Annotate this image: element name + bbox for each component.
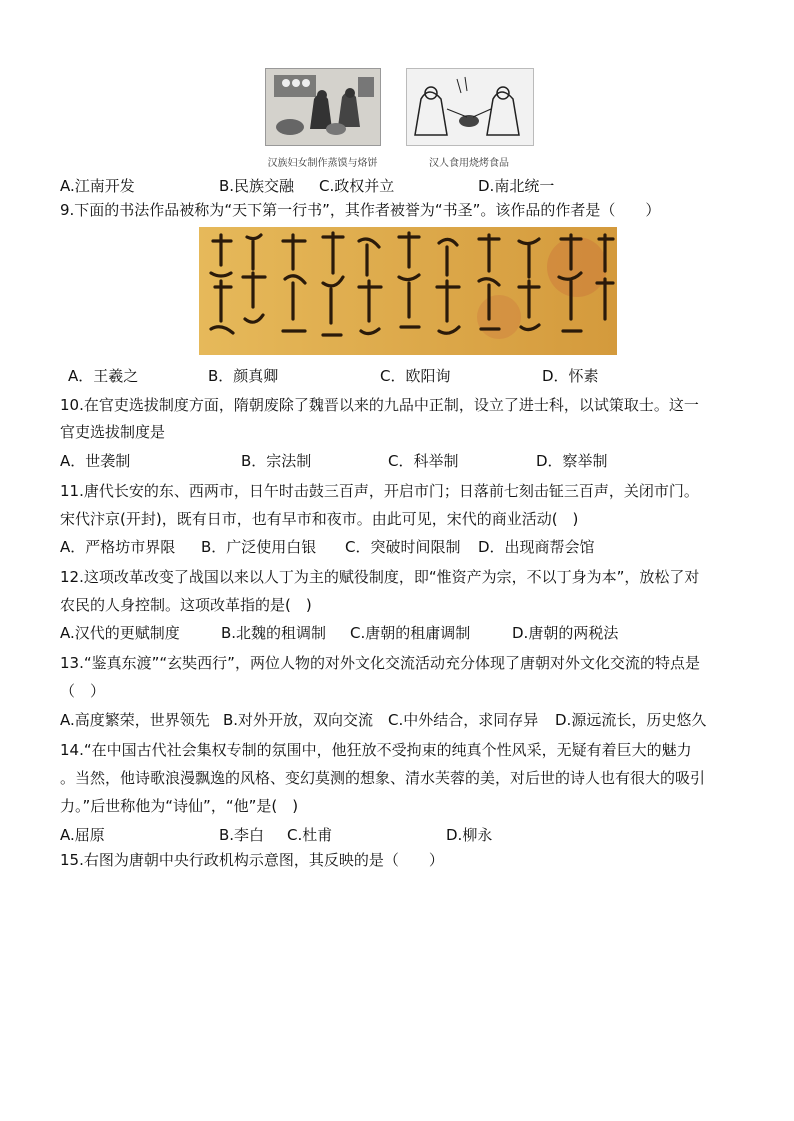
q8-option-c[interactable]: C.政权并立 <box>319 177 395 195</box>
calligraphy-scroll-image <box>199 227 617 355</box>
han-women-illustration <box>266 69 380 145</box>
han-women-image <box>265 68 381 146</box>
q14-option-c[interactable]: C.杜甫 <box>287 826 333 844</box>
calligraphy-image <box>199 227 617 355</box>
q13-option-a[interactable]: A.高度繁荣，世界领先 <box>60 711 210 729</box>
q14-option-b[interactable]: B.李白 <box>219 826 265 844</box>
han-roast-caption: 汉人食用烧烤食品 <box>429 158 509 169</box>
q9-option-c[interactable]: C．欧阳询 <box>380 367 451 385</box>
han-women-caption: 汉族妇女制作蒸馍与烙饼 <box>267 158 378 169</box>
q9-option-b[interactable]: B．颜真卿 <box>208 367 279 385</box>
q12-option-c[interactable]: C.唐朝的租庸调制 <box>350 624 471 642</box>
q11-option-b[interactable]: B．广泛使用白银 <box>201 538 317 556</box>
q10-option-a[interactable]: A．世袭制 <box>60 452 131 470</box>
q10-text-line2: 官吏选拔制度是 <box>60 423 166 441</box>
q14-text-line3: 力。”后世称他为“诗仙”，“他”是( ) <box>60 797 299 815</box>
q11-option-a[interactable]: A．严格坊市界限 <box>60 538 176 556</box>
q9-option-a[interactable]: A．王羲之 <box>68 367 139 385</box>
q14-option-d[interactable]: D.柳永 <box>446 826 493 844</box>
q10-option-d[interactable]: D．察举制 <box>536 452 608 470</box>
q12-text-line1: 12.这项改革改变了战国以来以人丁为主的赋役制度，即“惟资产为宗，不以丁身为本”，放松了对 <box>60 568 700 586</box>
q11-option-d[interactable]: D．出现商帮会馆 <box>478 538 595 556</box>
q12-text-line2: 农民的人身控制。这项改革指的是( ) <box>60 596 312 614</box>
q14-text-line2: 。当然，他诗歌浪漫飘逸的风格、变幻莫测的想象、清水芙蓉的美，对后世的诗人也有很大的吸引 <box>60 769 706 787</box>
q9-text: 9.下面的书法作品被称为“天下第一行书”，其作者被誉为“书圣”。该作品的作者是（ ） <box>60 201 661 219</box>
q13-text-line2: （ ） <box>60 682 106 700</box>
q15-text: 15.右图为唐朝中央行政机构示意图，其反映的是（ ） <box>60 851 444 869</box>
q11-text-line2: 宋代汴京(开封)，既有日市，也有早市和夜市。由此可见，宋代的商业活动( ) <box>60 510 579 528</box>
q9-option-d[interactable]: D．怀素 <box>542 367 599 385</box>
q10-text-line1: 10.在官吏选拔制度方面，隋朝废除了魏晋以来的九品中正制，设立了进士科，以试策取士。这一 <box>60 396 699 414</box>
han-roast-image <box>406 68 534 146</box>
q12-option-b[interactable]: B.北魏的租调制 <box>221 624 327 642</box>
q12-option-d[interactable]: D.唐朝的两税法 <box>512 624 619 642</box>
q13-text-line1: 13.“鉴真东渡”“玄奘西行”，两位人物的对外文化交流活动充分体现了唐朝对外文化交流的特点是 <box>60 654 700 672</box>
q10-option-c[interactable]: C．科举制 <box>388 452 459 470</box>
q11-text-line1: 11.唐代长安的东、西两市，日午时击鼓三百声，开启市门；日落前七刻击钲三百声，关闭市门。 <box>60 482 699 500</box>
q8-option-b[interactable]: B.民族交融 <box>219 177 295 195</box>
q13-option-d[interactable]: D.源远流长，历史悠久 <box>555 711 707 729</box>
q13-option-c[interactable]: C.中外结合，求同存异 <box>388 711 539 729</box>
q13-option-b[interactable]: B.对外开放，双向交流 <box>223 711 374 729</box>
q10-option-b[interactable]: B．宗法制 <box>241 452 312 470</box>
q14-text-line1: 14.“在中国古代社会集权专制的氛围中，他狂放不受拘束的纯真个性风采，无疑有着巨大的魅力 <box>60 741 692 759</box>
q14-option-a[interactable]: A.屈原 <box>60 826 105 844</box>
q11-option-c[interactable]: C．突破时间限制 <box>345 538 461 556</box>
q8-option-a[interactable]: A.江南开发 <box>60 177 135 195</box>
han-roast-illustration <box>407 69 533 145</box>
q12-option-a[interactable]: A.汉代的更赋制度 <box>60 624 180 642</box>
q8-option-d[interactable]: D.南北统一 <box>478 177 555 195</box>
